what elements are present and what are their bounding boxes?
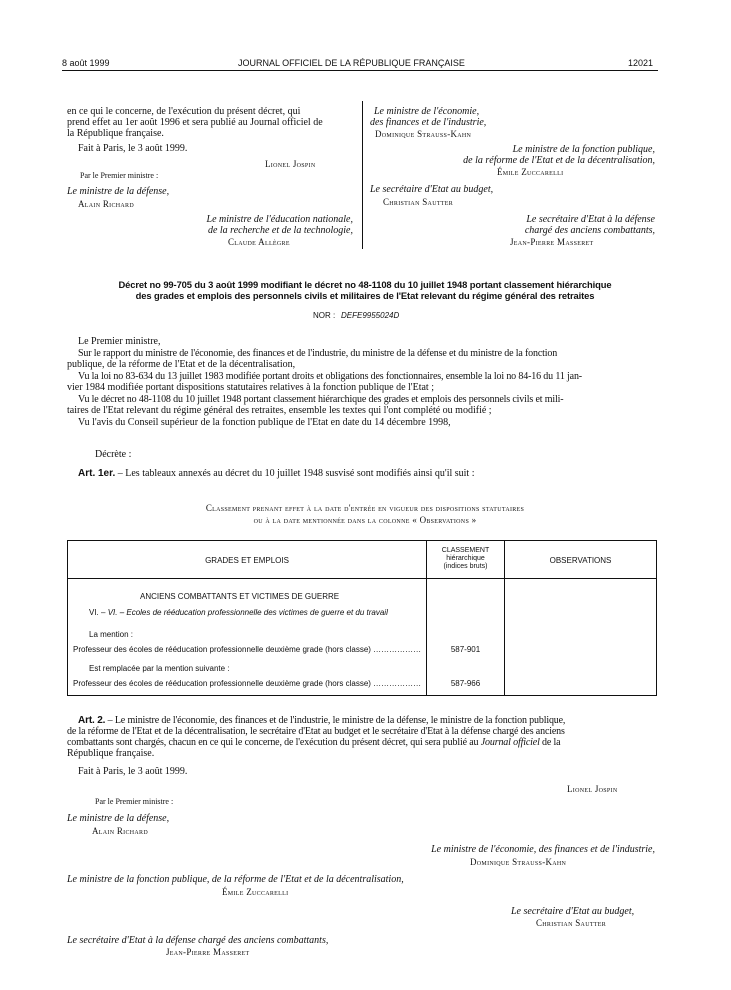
table-row-2-index: 587-966 — [450, 679, 481, 688]
table-row-1-text: Professeur des écoles de rééducation professionnelle deuxième grade (hors classe) — [73, 645, 371, 654]
table-caption-1: Classement prenant effet à la date d'entrée en vigueur des dispositions statutaires — [205, 503, 525, 513]
decree-title-line-2: des grades et emplois des personnels civils et militaires de l'Etat relevant du régime général des retraites — [135, 290, 595, 301]
veterans-title-2: chargé des anciens combattants, — [524, 225, 655, 236]
education-title-1: Le ministre de l'éducation nationale, — [206, 214, 353, 225]
article-1-text: – Les tableaux annexés au décret du 10 juillet 1948 susvisé sont modifiés ainsi qu'il suit : — [115, 468, 475, 479]
article-2-text-3a: combattants sont chargés, chacun en ce qui le concerne, de l'exécution du présent décret, qui sera publié au — [67, 737, 481, 748]
civil-title-1: Le ministre de la fonction publique, — [512, 144, 655, 155]
table-subsection: VI. – VI. – Ecoles de rééducation professionnelle des victimes de guerre et du travail — [89, 608, 388, 617]
economy-title-1: Le ministre de l'économie, — [374, 106, 480, 117]
veterans-name: Jean-Pierre Masseret — [166, 947, 250, 957]
decrees-label: Décrète : — [95, 449, 132, 460]
article-2-text-3c: de la — [539, 737, 561, 748]
done-at: Fait à Paris, le 3 août 1999. — [78, 766, 188, 777]
closing-line-3: la République française. — [67, 128, 164, 139]
article-2-text-1: – Le ministre de l'économie, des finances et de l'industrie, le ministre de la défense, le ministre de la fonction publique, — [105, 715, 566, 726]
economy-title: Le ministre de l'économie, des finances et de l'industrie, — [431, 844, 655, 855]
article-2-line-4: République française. — [67, 748, 155, 759]
journal-title: JOURNAL OFFICIEL DE LA RÉPUBLIQUE FRANÇAISE — [238, 58, 465, 68]
closing-line-2: prend effet au 1er août 1996 et sera publié au Journal officiel de — [67, 117, 323, 128]
preamble-report-1: Sur le rapport du ministre de l'économie, des finances et de l'industrie, du ministre de la défense et du ministre de la fonction — [78, 348, 558, 359]
economy-name: Dominique Strauss-Kahn — [470, 857, 567, 867]
budget-name-prev: Christian Sautter — [383, 197, 454, 207]
by-pm-prev: Par le Premier ministre : — [80, 171, 159, 180]
article-1-label: Art. 1er. — [78, 468, 116, 479]
civil-name-prev: Émile Zuccarelli — [497, 167, 564, 177]
signer-pm-prev: Lionel Jospin — [265, 159, 316, 169]
defense-name-prev: Alain Richard — [78, 199, 134, 209]
defense-name: Alain Richard — [92, 826, 148, 836]
defense-title-prev: Le ministre de la défense, — [67, 186, 170, 197]
col-header-class-1: CLASSEMENT — [441, 547, 490, 554]
decree-title-line-1: Décret no 99-705 du 3 août 1999 modifiant le décret no 48-1108 du 10 juillet 1948 portant classement hiérarchique — [118, 279, 612, 290]
civil-service-title: Le ministre de la fonction publique, de la réforme de l'Etat et de la décentralisation, — [67, 874, 404, 885]
col-header-grades: GRADES ET EMPLOIS — [205, 556, 289, 565]
civil-title-2: de la réforme de l'Etat et de la décentralisation, — [463, 155, 655, 166]
education-name: Claude Allègre — [228, 237, 290, 247]
col-header-class-3: (indices bruts) — [443, 563, 488, 570]
signer-pm: Lionel Jospin — [567, 784, 618, 794]
article-2-label: Art. 2. — [78, 715, 106, 726]
page-number: 12021 — [628, 58, 654, 68]
header-rule — [62, 70, 658, 71]
education-title-2: de la recherche et de la technologie, — [207, 225, 353, 236]
veterans-name-prev: Jean-Pierre Masseret — [510, 237, 594, 247]
veterans-title-1: Le secrétaire d'Etat à la défense — [526, 214, 655, 225]
by-pm: Par le Premier ministre : — [95, 797, 174, 806]
closing-line-1: en ce qui le concerne, de l'exécution du présent décret, qui — [67, 106, 301, 117]
preamble-decree-2: taires de l'Etat relevant du régime général des retraites, ensemble les textes qui l'ont complété ou modifié ; — [67, 405, 492, 416]
table-replaced-label: Est remplacée par la mention suivante : — [89, 664, 230, 673]
preamble-opinion: Vu l'avis du Conseil supérieur de la fonction publique de l'Etat en date du 14 décembre 1998, — [78, 417, 451, 428]
table-row-1: Professeur des écoles de rééducation professionnelle deuxième grade (hors classe) ……………… — [73, 645, 422, 654]
budget-title: Le secrétaire d'Etat au budget, — [511, 906, 635, 917]
article-1 — [78, 468, 475, 479]
economy-title-2: des finances et de l'industrie, — [370, 117, 487, 128]
budget-name: Christian Sautter — [536, 918, 607, 928]
preamble-law-2: vier 1984 modifiée portant dispositions statutaires relatives à la fonction publique de l'Etat ; — [67, 382, 434, 393]
civil-service-name: Émile Zuccarelli — [222, 887, 289, 897]
preamble-law-1: Vu la loi no 83-634 du 13 juillet 1983 modifiée portant droits et obligations des fonctionnaires, ensemble la loi no 84-16 du 11 jan- — [78, 371, 582, 382]
economy-name-prev: Dominique Strauss-Kahn — [375, 129, 472, 139]
done-at-prev: Fait à Paris, le 3 août 1999. — [78, 143, 188, 154]
col-header-observations: OBSERVATIONS — [549, 556, 612, 565]
veterans-title: Le secrétaire d'Etat à la défense chargé des anciens combattants, — [67, 935, 329, 946]
preamble-report-2: publique, de la réforme de l'Etat et de la décentralisation, — [67, 359, 296, 370]
article-2-line-1 — [78, 715, 565, 726]
table-section: ANCIENS COMBATTANTS ET VICTIMES DE GUERRE — [140, 592, 340, 601]
article-2-line-3 — [67, 737, 560, 748]
nor-label: NOR : — [313, 311, 336, 320]
defense-title: Le ministre de la défense, — [67, 813, 170, 824]
table-subsection-text: VI. – Ecoles de rééducation professionnelle des victimes de guerre et du travail — [107, 608, 388, 617]
classification-table — [67, 540, 657, 696]
header-date: 8 août 1999 — [62, 58, 110, 68]
journal-officiel-ref: Journal officiel — [480, 737, 540, 748]
table-row-2-text: Professeur des écoles de rééducation professionnelle deuxième grade (hors classe) — [73, 679, 371, 688]
column-divider — [362, 101, 363, 249]
table-row-1-index: 587-901 — [450, 645, 481, 654]
article-2-line-2: de la réforme de l'Etat et de la décentralisation, le secrétaire d'Etat au budget et le secrétaire d'Etat à la défense chargé des anciens — [67, 726, 565, 737]
prime-minister: Le Premier ministre, — [78, 336, 161, 347]
col-header-class-2: hiérarchique — [446, 555, 485, 562]
budget-title-prev: Le secrétaire d'Etat au budget, — [370, 184, 494, 195]
table-header-rule — [68, 578, 656, 579]
table-mention-label: La mention : — [89, 630, 134, 639]
table-caption-2: ou à la date mentionnée dans la colonne « Observations » — [253, 515, 477, 525]
preamble-decree-1: Vu le décret no 48-1108 du 10 juillet 1948 portant classement hiérarchique des grades et emplois des personnels civils et mili- — [78, 394, 564, 405]
table-row-2: Professeur des écoles de rééducation professionnelle deuxième grade (hors classe) ……………… — [73, 679, 422, 688]
nor-code: DEFE9955024D — [341, 311, 400, 320]
